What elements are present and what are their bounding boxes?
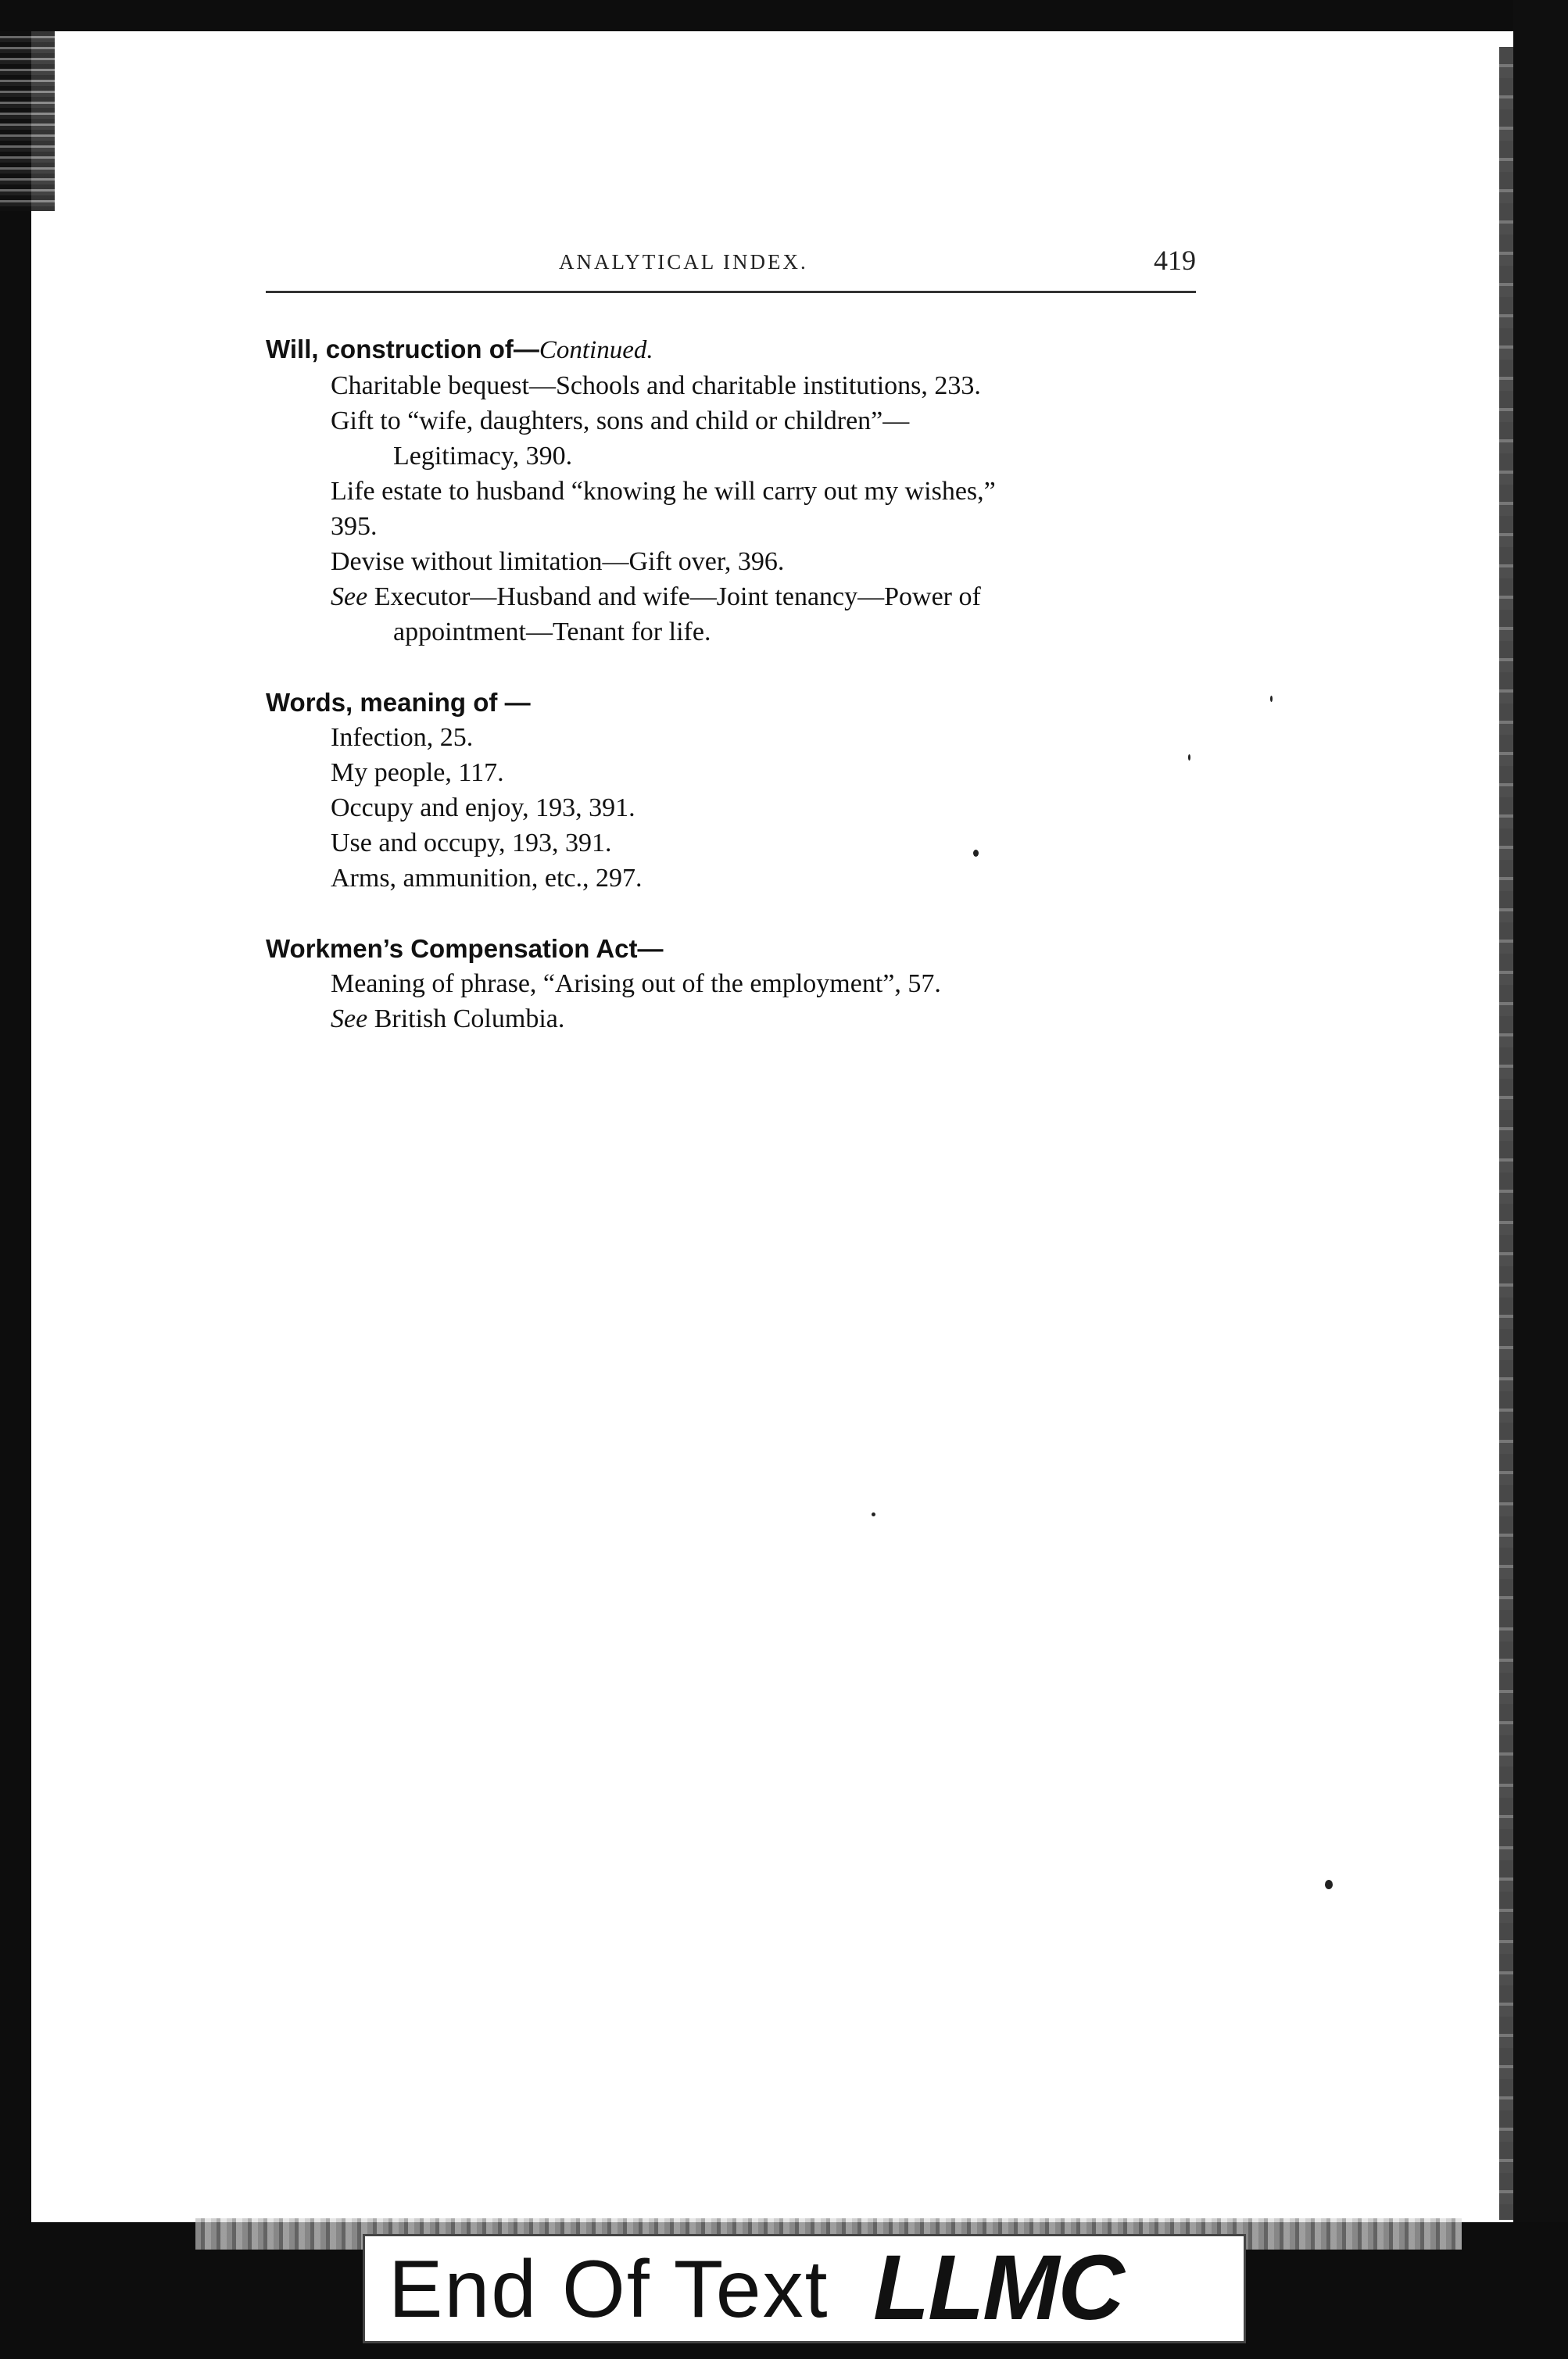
entry-heading-text: Will, construction of— — [266, 335, 539, 363]
entry-heading-continued: Continued. — [539, 336, 653, 364]
scan-border-left — [0, 0, 31, 2359]
sub-entry-see — [266, 579, 1204, 650]
sub-entry: Occupy and enjoy, 193, 391. — [331, 793, 635, 822]
sub-entry: Infection, 25. — [331, 723, 474, 752]
sub-entry: My people, 117. — [331, 758, 504, 787]
scan-speck — [1325, 1880, 1333, 1889]
sub-entry — [266, 403, 1204, 474]
sub-entry — [266, 368, 1204, 403]
sub-entry-text: British Columbia. — [367, 1004, 565, 1033]
sub-entry-text: Life estate to husband “knowing he will carry out my wishes,” — [331, 477, 996, 506]
index-body — [266, 331, 1204, 1036]
sub-entry — [266, 474, 1204, 544]
scan-border-right — [1513, 0, 1568, 2359]
scan-noise-right — [1499, 47, 1513, 2220]
scan-noise-left — [0, 31, 55, 211]
sub-entry-see — [266, 1001, 1204, 1036]
end-of-text-label: End Of Text — [388, 2244, 829, 2335]
end-of-text-stamp — [363, 2234, 1246, 2343]
sub-entry-text: Devise without limitation—Gift over, 396. — [331, 547, 785, 576]
entry-heading — [266, 331, 1204, 368]
scan-border-top — [0, 0, 1568, 31]
index-entry-words — [266, 685, 1204, 896]
scan-speck — [1188, 754, 1190, 761]
header-rule — [266, 291, 1196, 293]
running-head-title: ANALYTICAL INDEX. — [559, 250, 808, 274]
sub-entry: Use and occupy, 193, 391. — [331, 829, 612, 857]
llmc-logo: LLMC — [873, 2236, 1123, 2339]
page-number: 419 — [1154, 245, 1196, 276]
sub-entry-text: Gift to “wife, daughters, sons and child or children”— — [331, 406, 910, 435]
scan-speck — [872, 1512, 875, 1516]
index-entry-workmens-compensation — [266, 931, 1204, 1036]
sub-entry: Meaning of phrase, “Arising out of the employment”, 57. — [331, 969, 941, 998]
see-label: See — [331, 1004, 368, 1033]
sub-entry-text: Charitable bequest—Schools and charitable institutions, 233. — [331, 371, 981, 400]
sub-entry — [266, 544, 1204, 579]
sub-entry-turnover: Legitimacy, 390. — [393, 442, 573, 471]
sub-entry-turnover: appointment—Tenant for life. — [393, 617, 711, 646]
sub-entry: Arms, ammunition, etc., 297. — [331, 864, 643, 893]
entry-heading: Words, meaning of — — [266, 688, 531, 717]
running-head — [266, 244, 1196, 291]
entry-heading: Workmen’s Compensation Act— — [266, 934, 664, 963]
see-label: See — [331, 582, 368, 611]
scan-speck — [973, 850, 979, 857]
index-entry-will — [266, 331, 1204, 650]
scan-speck — [1270, 696, 1273, 702]
sub-entry-turnover: 395. — [331, 512, 378, 541]
sub-entry-text: Executor—Husband and wife—Joint tenancy—Power of — [367, 582, 981, 611]
